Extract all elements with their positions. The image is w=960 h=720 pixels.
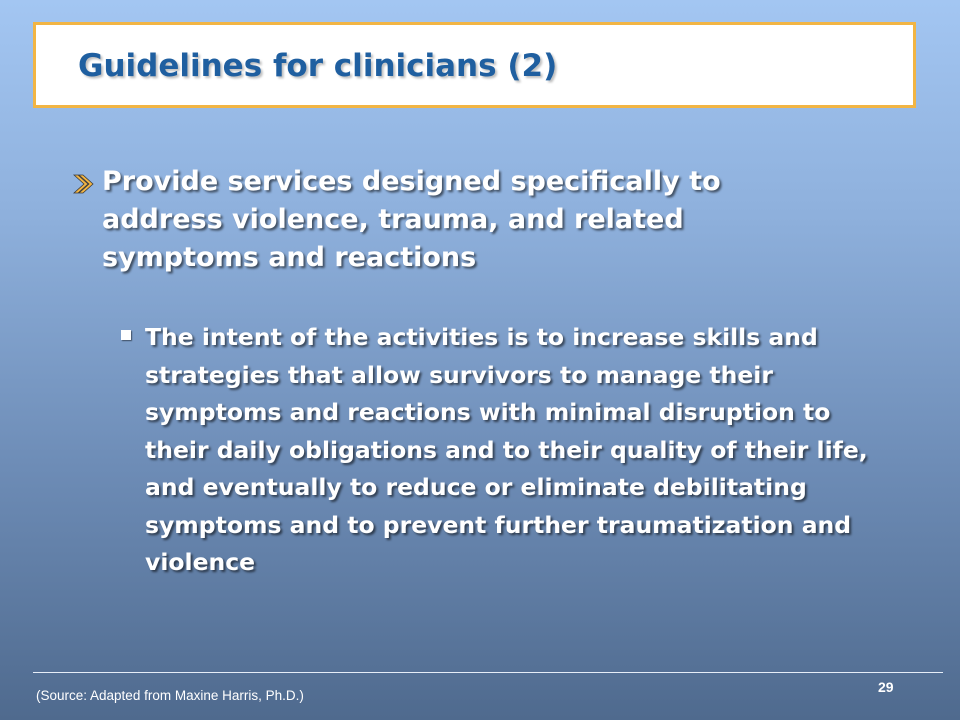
bullet-level2-text: The intent of the activities is to increase skills and strategies that allow survivors to manage their symptoms and reactions with minimal disruption to their daily obligations and to their quality of their life, and eventually to reduce or eliminate debilitating symptoms and to prevent further traumatization and violence xyxy=(145,323,868,576)
footer-divider xyxy=(33,672,943,673)
source-citation: (Source: Adapted from Maxine Harris, Ph.D.) xyxy=(36,688,304,703)
slide-title: Guidelines for clinicians (2) xyxy=(78,48,558,84)
page-number: 29 xyxy=(878,679,894,695)
square-bullet-icon xyxy=(121,330,131,340)
arrowhead-bullet-icon xyxy=(72,173,94,195)
bullet-level1-text: Provide services designed specifically to address violence, trauma, and related symptoms and reactions xyxy=(102,166,721,273)
